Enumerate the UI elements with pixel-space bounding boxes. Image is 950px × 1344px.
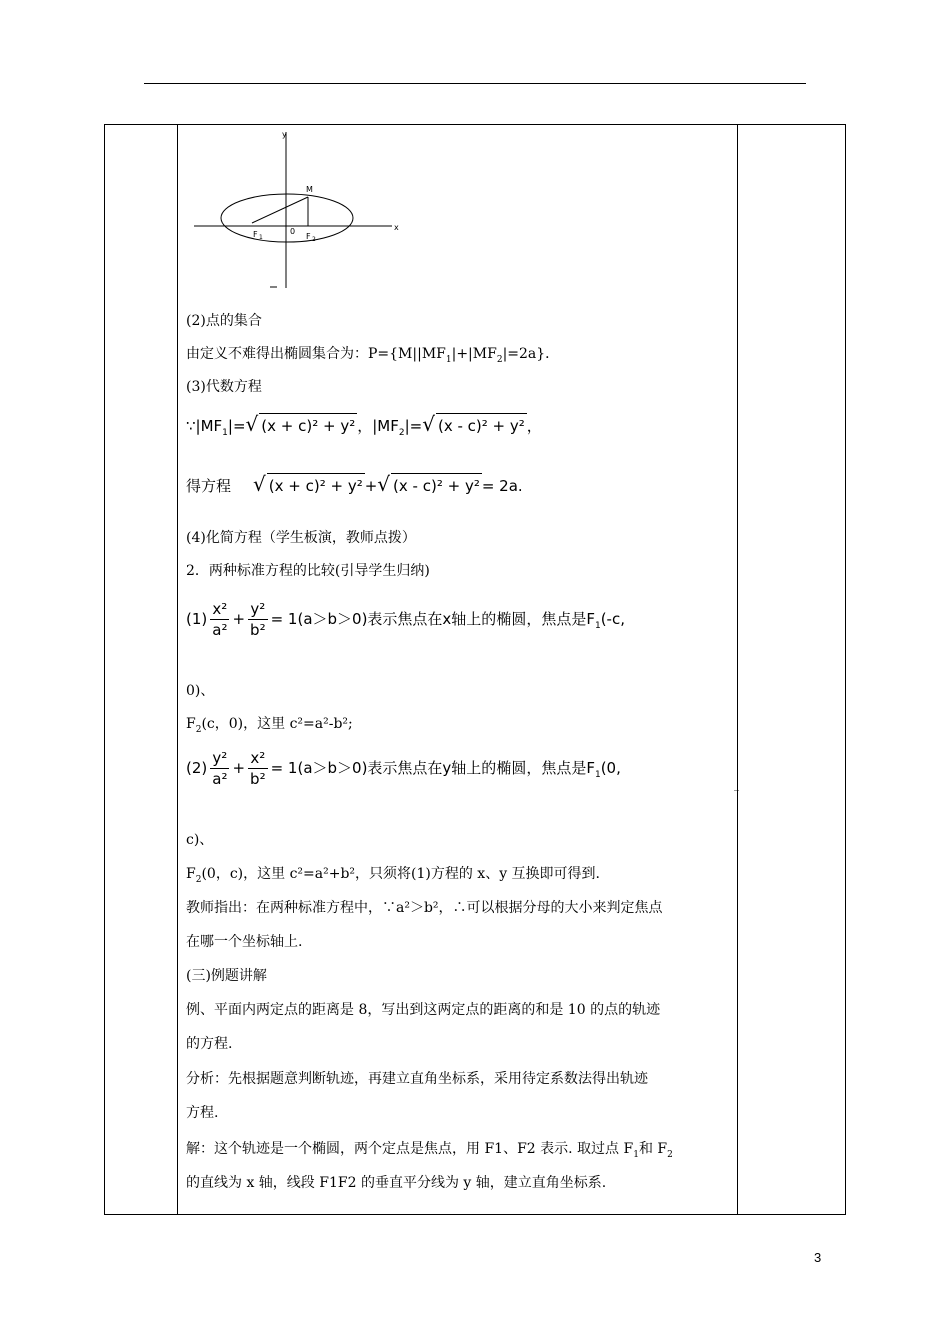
point-m-label: M bbox=[306, 185, 313, 194]
solution-sub2: 2 bbox=[667, 1149, 673, 1160]
table-column-divider-2 bbox=[737, 124, 738, 1215]
equation-radicand-2: (x - c)² + y² bbox=[391, 473, 482, 498]
ellipse-figure bbox=[186, 124, 416, 294]
equation-plus: + bbox=[364, 477, 378, 495]
table-border-left bbox=[104, 124, 105, 1215]
mf2-sub: 2 bbox=[398, 428, 405, 438]
eq2-plus: + bbox=[232, 759, 246, 777]
f2y-rest: (0，c)，这里 c²=a²+b²，只须将(1)方程的 x、y 互换即可得到. bbox=[201, 866, 601, 882]
eq2-fraction-1 bbox=[210, 748, 229, 789]
example-question-2: 的方程. bbox=[186, 1036, 233, 1052]
distance-end: ， bbox=[526, 417, 542, 435]
ellipse-set-definition bbox=[186, 345, 559, 369]
table-top-mid-right bbox=[414, 124, 845, 125]
eq1-sub: 1 bbox=[594, 621, 601, 631]
table-border-right bbox=[845, 124, 846, 1215]
comparison-heading: 2．两种标准方程的比较(引导学生归纳) bbox=[186, 563, 430, 579]
set-def-text: 由定义不难得出椭圆集合为：P={M||MF bbox=[186, 346, 446, 362]
focus-1-label: F bbox=[253, 230, 258, 239]
solution-2: 的直线为 x 轴，线段 F1F2 的垂直平分线为 y 轴，建立直角坐标系. bbox=[186, 1175, 607, 1191]
example-question-1: 例、平面内两定点的距离是 8，写出到这两定点的距离的和是 10 的点的轨迹 bbox=[186, 1002, 661, 1018]
focus-2-x-axis bbox=[186, 715, 353, 739]
page-number: 3 bbox=[814, 1250, 822, 1265]
f2y-sub: 2 bbox=[195, 874, 202, 885]
equation-rhs: = 2a. bbox=[481, 477, 523, 495]
eq2-num1: y² bbox=[210, 748, 229, 769]
simplify-heading: (4)化简方程（学生板演，教师点拨） bbox=[186, 530, 416, 546]
eq2-sub: 1 bbox=[594, 770, 601, 780]
standard-equation-2 bbox=[186, 748, 621, 789]
table-column-divider-1 bbox=[177, 124, 178, 1215]
x-axis-label: x bbox=[394, 223, 399, 232]
eq1-num2: y² bbox=[248, 599, 268, 620]
mf1-eq: |= bbox=[227, 417, 246, 435]
f2-label: F bbox=[186, 716, 196, 732]
ellipse-equation bbox=[186, 472, 523, 498]
eq1-end: (-c, bbox=[600, 610, 625, 628]
segment-mf1 bbox=[252, 197, 308, 223]
solution-sub1: 1 bbox=[633, 1149, 639, 1160]
equation-2-continued: c)、 bbox=[186, 832, 214, 848]
set-def-sub2: 2 bbox=[496, 354, 503, 365]
algebraic-equation-heading: (3)代数方程 bbox=[186, 379, 262, 395]
y-axis-label: y bbox=[282, 130, 287, 139]
mf1-radicand: (x + c)² + y² bbox=[259, 413, 357, 438]
eq2-den1: a² bbox=[212, 770, 228, 788]
eq2-den2: b² bbox=[250, 770, 266, 788]
origin-label: 0 bbox=[290, 227, 296, 236]
mf1-label: ∵|MF bbox=[186, 417, 223, 435]
equation-1-continued: 0)、 bbox=[186, 683, 215, 699]
solution-text: 解：这个轨迹是一个椭圆，两个定点是焦点，用 F1、F2 表示. 取过点 F bbox=[186, 1141, 634, 1157]
analysis-1: 分析：先根据题意判断轨迹，再建立直角坐标系，采用待定系数法得出轨迹 bbox=[186, 1071, 648, 1087]
eq1-den1: a² bbox=[212, 621, 228, 639]
f2y-label: F bbox=[186, 866, 196, 882]
f2-sub: 2 bbox=[195, 724, 202, 735]
set-def-sub1: 1 bbox=[445, 354, 452, 365]
eq1-fraction-2 bbox=[248, 599, 268, 640]
teacher-note-1: 教师指出：在两种标准方程中，∵a²＞b²，∴可以根据分母的大小来判定焦点 bbox=[186, 900, 663, 916]
radical-sign: √ bbox=[422, 412, 435, 436]
solution-1 bbox=[186, 1140, 673, 1164]
teacher-note-2: 在哪一个坐标轴上. bbox=[186, 934, 303, 950]
eq2-end: (0, bbox=[600, 759, 621, 777]
focus-1-subscript: 1 bbox=[259, 234, 263, 241]
solution-mid: 和 F bbox=[638, 1141, 668, 1157]
eq2-num2: x² bbox=[248, 748, 268, 769]
radical-sign: √ bbox=[253, 472, 266, 496]
mf2-label: ，|MF bbox=[357, 417, 399, 435]
example-heading: (三)例题讲解 bbox=[186, 968, 267, 984]
mf2-radicand: (x - c)² + y² bbox=[436, 413, 527, 438]
eq1-description: = 1(a＞b＞0)表示焦点在x轴上的椭圆，焦点是F bbox=[270, 610, 595, 628]
focus-2-label: F bbox=[306, 232, 311, 241]
eq2-fraction-2 bbox=[248, 748, 268, 789]
set-def-mid: |+|MF bbox=[451, 346, 497, 362]
set-of-points-heading: (2)点的集合 bbox=[186, 313, 262, 329]
radical-sign: √ bbox=[245, 412, 259, 436]
ellipse-curve bbox=[221, 194, 353, 242]
eq2-description: = 1(a＞b＞0)表示焦点在y轴上的椭圆，焦点是F bbox=[270, 759, 595, 777]
f2-rest: (c，0)，这里 c²=a²-b²; bbox=[201, 716, 353, 732]
mf2-eq: |= bbox=[404, 417, 423, 435]
eq1-plus: + bbox=[232, 610, 246, 628]
equation-prefix: 得方程 bbox=[186, 477, 232, 495]
eq1-den2: b² bbox=[250, 621, 266, 639]
eq1-fraction-1 bbox=[210, 599, 229, 640]
header-rule bbox=[144, 83, 806, 84]
focus-2-subscript: 2 bbox=[312, 236, 316, 243]
eq1-num1: x² bbox=[210, 599, 229, 620]
eq1-prefix: (1) bbox=[186, 610, 208, 628]
focus-2-y-axis bbox=[186, 865, 600, 889]
mf1-sub: 1 bbox=[222, 428, 228, 438]
table-border-bottom bbox=[104, 1214, 846, 1215]
analysis-2: 方程. bbox=[186, 1105, 219, 1121]
standard-equation-1 bbox=[186, 599, 625, 640]
table-top-left bbox=[104, 124, 177, 125]
distance-formulas bbox=[186, 412, 542, 445]
margin-dash-mark: _ bbox=[734, 780, 739, 791]
eq2-prefix: (2) bbox=[186, 759, 208, 777]
equation-radicand-1: (x + c)² + y² bbox=[267, 473, 365, 498]
set-def-end: |=2a}． bbox=[502, 346, 560, 362]
radical-sign: √ bbox=[377, 472, 391, 496]
